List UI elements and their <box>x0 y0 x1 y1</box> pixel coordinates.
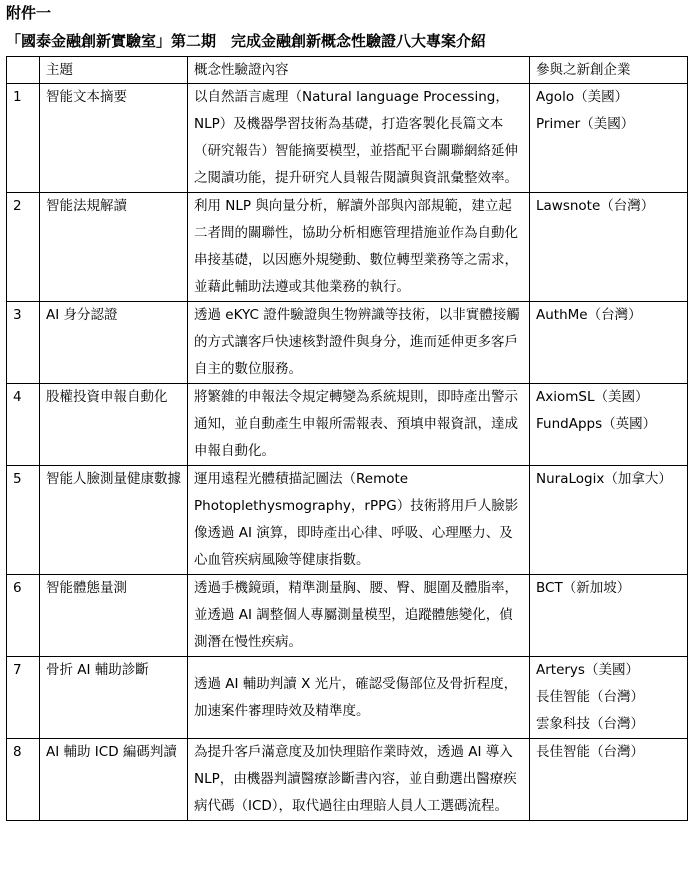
company-name: AuthMe（台灣） <box>536 307 642 323</box>
row-content: 以自然語言處理（Natural language Processing，NLP）及機器學習技術為基礎，打造客製化長篇文本（研究報告）智能摘要模型，並搭配平台關聯網絡延伸之閱讀功能，提升研究人員報告閱讀與資訊彙整效率。 <box>188 84 530 193</box>
row-content: 透過 eKYC 證件驗證與生物辨識等技術，以非實體接觸的方式讓客戶快速核對證件與身分，進而延伸更多客戶自主的數位服務。 <box>188 302 530 384</box>
projects-table <box>6 56 688 821</box>
row-topic: 骨折 AI 輔助診斷 <box>40 657 188 739</box>
table-header-row <box>7 57 688 84</box>
row-number: 5 <box>7 466 40 575</box>
row-topic: 股權投資申報自動化 <box>40 384 188 466</box>
row-topic: 智能體態量測 <box>40 575 188 657</box>
company-name: 長佳智能（台灣） <box>536 744 644 760</box>
table-row <box>7 575 688 657</box>
company-name: 長佳智能（台灣） <box>536 689 644 705</box>
company-name: NuraLogix（加拿大） <box>536 471 672 487</box>
company-name: FundApps（英國） <box>536 416 657 432</box>
company-name: AxiomSL（美國） <box>536 389 649 405</box>
row-topic: AI 輔助 ICD 編碼判讀 <box>40 739 188 821</box>
row-topic: 智能人臉測量健康數據 <box>40 466 188 575</box>
row-content: 透過手機鏡頭，精準測量胸、腰、臀、腿圍及體脂率，並透過 AI 調整個人專屬測量模型，追蹤體態變化，偵測潛在慢性疾病。 <box>188 575 530 657</box>
row-companies <box>530 466 688 575</box>
appendix-label: 附件一 <box>6 4 52 22</box>
table-row <box>7 193 688 302</box>
row-companies <box>530 575 688 657</box>
row-number: 4 <box>7 384 40 466</box>
header-topic: 主題 <box>40 57 188 84</box>
row-number: 6 <box>7 575 40 657</box>
row-number: 2 <box>7 193 40 302</box>
header-number <box>7 57 40 84</box>
company-name: Arterys（美國） <box>536 662 639 678</box>
row-content: 運用遠程光體積描記圖法（Remote Photoplethysmography，rPPG）技術將用戶人臉影像透過 AI 演算，即時產出心律、呼吸、心理壓力、及心血管疾病風險等健康指數。 <box>188 466 530 575</box>
header-content: 概念性驗證內容 <box>188 57 530 84</box>
row-companies <box>530 384 688 466</box>
table-row <box>7 84 688 193</box>
row-content: 為提升客戶滿意度及加快理賠作業時效，透過 AI 導入 NLP，由機器判讀醫療診斷書內容，並自動選出醫療疾病代碼（ICD），取代過往由理賠人員人工選碼流程。 <box>188 739 530 821</box>
company-name: Primer（美國） <box>536 116 635 132</box>
row-topic: 智能法規解讀 <box>40 193 188 302</box>
table-row <box>7 466 688 575</box>
row-number: 1 <box>7 84 40 193</box>
row-companies <box>530 193 688 302</box>
company-name: Lawsnote（台灣） <box>536 198 655 214</box>
row-topic: AI 身分認證 <box>40 302 188 384</box>
row-content: 利用 NLP 與向量分析，解讀外部與內部規範，建立起二者間的關聯性，協助分析相應管理措施並作為自動化串接基礎，以因應外規變動、數位轉型業務等之需求，並藉此輔助法遵或其他業務的執行。 <box>188 193 530 302</box>
header-companies: 參與之新創企業 <box>530 57 688 84</box>
company-name: 雲象科技（台灣） <box>536 716 644 732</box>
row-companies <box>530 302 688 384</box>
row-companies <box>530 657 688 739</box>
table-row <box>7 384 688 466</box>
row-content: 透過 AI 輔助判讀 X 光片，確認受傷部位及骨折程度，加速案件審理時效及精準度。 <box>188 657 530 739</box>
company-name: Agolo（美國） <box>536 89 629 105</box>
company-name: BCT（新加坡） <box>536 580 631 596</box>
table-row <box>7 657 688 739</box>
table-row <box>7 739 688 821</box>
row-number: 7 <box>7 657 40 739</box>
row-topic: 智能文本摘要 <box>40 84 188 193</box>
page-title: 「國泰金融創新實驗室」第二期 完成金融創新概念性驗證八大專案介紹 <box>6 32 487 50</box>
table-row <box>7 302 688 384</box>
row-content: 將繁雜的申報法令規定轉變為系統規則，即時產出警示通知，並自動產生申報所需報表、預填申報資訊，達成申報自動化。 <box>188 384 530 466</box>
row-companies <box>530 84 688 193</box>
row-number: 3 <box>7 302 40 384</box>
row-number: 8 <box>7 739 40 821</box>
row-companies <box>530 739 688 821</box>
